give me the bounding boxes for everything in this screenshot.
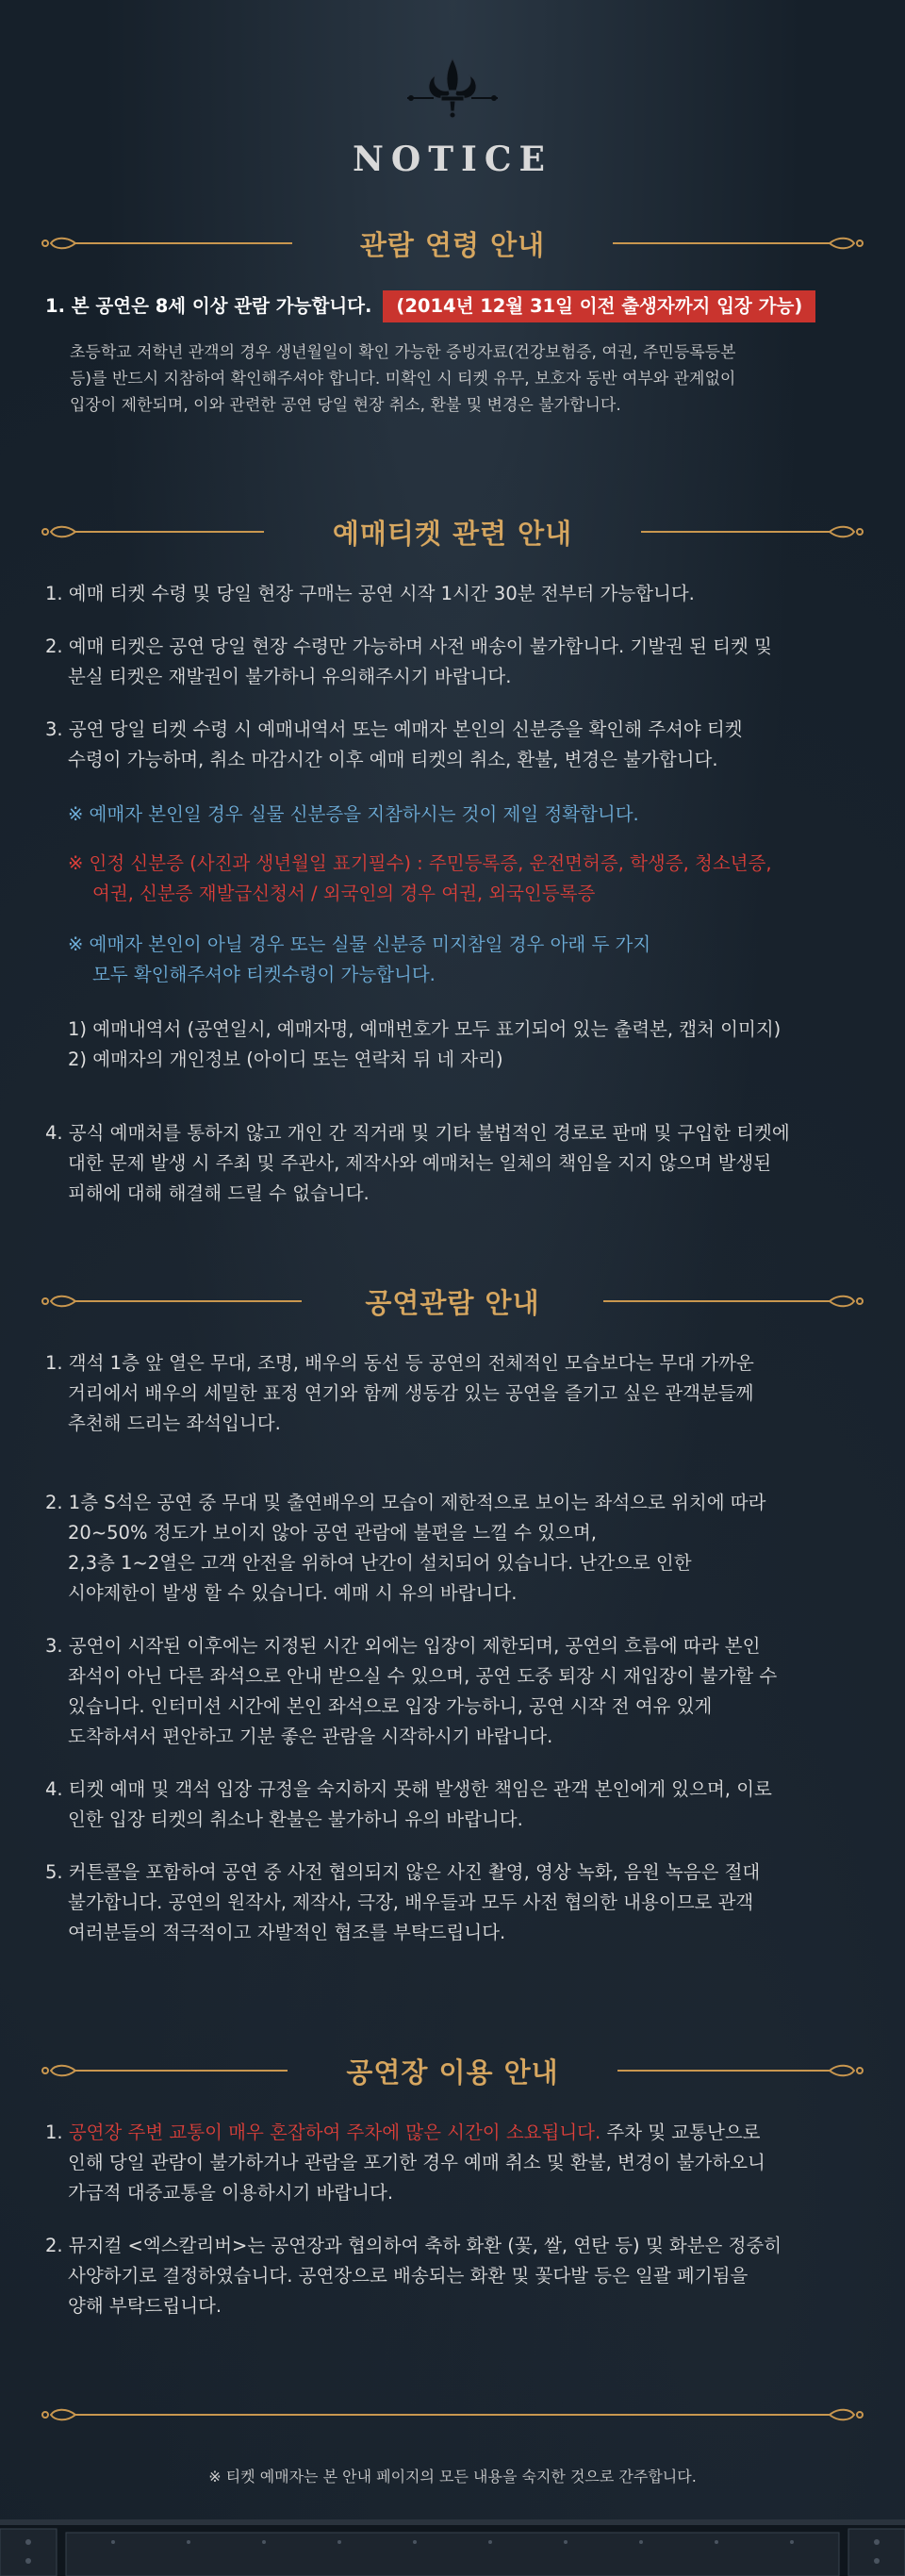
section-title-age: 관람 연령 안내 <box>359 229 546 261</box>
ticket-item-2-line-1: 2. 예매 티켓은 공연 당일 현장 수령만 가능하며 사전 배송이 불가합니다. 기발권 된 티켓 및 <box>45 636 772 657</box>
fleur-de-lis-icon <box>405 55 500 121</box>
venue-item-2-line-2: 사양하기로 결정하였습니다. 공연장으로 배송되는 화환 및 꽃다발 등은 일괄 폐기됨을 <box>68 2265 749 2287</box>
viewing-item-4-line-2: 인한 입장 티켓의 취소나 환불은 불가하니 유의 바랍니다. <box>68 1808 523 1830</box>
ticket-list-item-2: 2) 예매자의 개인정보 (아이디 또는 연락처 뒤 네 자리) <box>68 1049 503 1070</box>
section-body-venue <box>45 2118 865 2344</box>
viewing-item-3-line-3: 있습니다. 인터미션 시간에 본인 좌석으로 입장 가능하니, 공연 시작 전 여유 있게 <box>68 1695 713 1717</box>
section-title-viewing: 공연관람 안내 <box>365 1287 540 1319</box>
ticket-item-3-line-2: 수령이 가능하며, 취소 마감시간 이후 예매 티켓의 취소, 환불, 변경은 불가합니다. <box>68 749 718 770</box>
bottom-frame-decoration <box>0 2519 905 2576</box>
viewing-item-2-line-4: 시야제한이 발생 할 수 있습니다. 예매 시 유의 바랍니다. <box>68 1582 518 1604</box>
ticket-note-3-line-1: ※ 예매자 본인이 아닐 경우 또는 실물 신분증 미지참일 경우 아래 두 가지 <box>68 933 651 955</box>
section-header-age <box>38 219 867 266</box>
ticket-note-1: ※ 예매자 본인일 경우 실물 신분증을 지참하시는 것이 제일 정확합니다. <box>68 803 639 825</box>
ticket-note-2-line-2: 여권, 신분증 재발급신청서 / 외국인의 경우 여권, 외국인등록증 <box>92 883 596 904</box>
ticket-item-1: 1. 예매 티켓 수령 및 당일 현장 구매는 공연 시작 1시간 30분 전부터 가능합니다. <box>45 583 695 604</box>
viewing-item-4-line-1: 4. 티켓 예매 및 객석 입장 규정을 숙지하지 못해 발생한 책임은 관객 본인에게 있으며, 이로 <box>45 1778 772 1800</box>
section-header-ticket <box>38 507 867 554</box>
viewing-item-5-line-1: 5. 커튼콜을 포함하여 공연 중 사전 협의되지 않은 사진 촬영, 영상 녹화, 음원 녹음은 절대 <box>45 1861 761 1883</box>
venue-item-1-line-3: 가급적 대중교통을 이용하시기 바랍니다. <box>68 2182 394 2204</box>
ticket-item-4-line-3: 피해에 대해 해결해 드릴 수 없습니다. <box>68 1182 370 1204</box>
bottom-ornament-divider-icon <box>38 2401 867 2429</box>
venue-item-1-line-2: 인해 당일 관람이 불가하거나 관람을 포기한 경우 예매 취소 및 환불, 변경이 불가하오니 <box>68 2152 765 2173</box>
age-detail-line-1: 초등학교 저학년 관객의 경우 생년월일이 확인 가능한 증빙자료(건강보험증, 여권, 주민등록등본 <box>70 343 736 362</box>
viewing-item-5-line-3: 여러분들의 적극적이고 자발적인 협조를 부탁드립니다. <box>68 1922 506 1943</box>
age-detail-line-2: 등)를 반드시 지참하여 확인해주셔야 합니다. 미확인 시 티켓 유무, 보호자 동반 여부와 관계없이 <box>70 370 736 388</box>
viewing-item-2-line-1: 2. 1층 S석은 공연 중 무대 및 출연배우의 모습이 제한적으로 보이는 좌석으로 위치에 따라 <box>45 1492 766 1513</box>
viewing-item-1-line-2: 거리에서 배우의 세밀한 표정 연기와 함께 생동감 있는 공연을 즐기고 싶은 관객분들께 <box>68 1382 754 1404</box>
viewing-item-2-line-2: 20~50% 정도가 보이지 않아 공연 관람에 불편을 느낄 수 있으며, <box>68 1522 597 1544</box>
ticket-item-3-line-1: 3. 공연 당일 티켓 수령 시 예매내역서 또는 예매자 본인의 신분증을 확인해 주셔야 티켓 <box>45 718 743 740</box>
section-header-viewing <box>38 1277 867 1324</box>
viewing-item-1-line-1: 1. 객석 1층 앞 열은 무대, 조명, 배우의 동선 등 공연의 전체적인 모습보다는 무대 가까운 <box>45 1352 754 1374</box>
venue-item-1-rest: 주차 및 교통난으로 <box>601 2122 761 2143</box>
venue-item-1-warning: 공연장 주변 교통이 매우 혼잡하여 주차에 많은 시간이 소요됩니다. <box>68 2122 601 2143</box>
section-header-venue <box>38 2046 867 2093</box>
section-body-viewing <box>45 1348 865 2008</box>
page-title: NOTICE <box>353 140 552 179</box>
venue-item-2-line-3: 양해 부탁드립니다. <box>68 2295 222 2317</box>
viewing-item-3-line-1: 3. 공연이 시작된 이후에는 지정된 시간 외에는 입장이 제한되며, 공연의 흐름에 따라 본인 <box>45 1635 761 1657</box>
ticket-item-4-line-2: 대한 문제 발생 시 주최 및 주관사, 제작사와 예매처는 일체의 책임을 지지 않으며 발생된 <box>68 1152 772 1174</box>
viewing-item-3-line-4: 도착하셔서 편안하고 기분 좋은 관람을 시작하시기 바랍니다. <box>68 1726 553 1747</box>
header <box>0 0 905 189</box>
viewing-item-5-line-2: 불가합니다. 공연의 원작사, 제작사, 극장, 배우들과 모두 사전 협의한 내용이므로 관객 <box>68 1891 754 1913</box>
viewing-item-1-line-3: 추천해 드리는 좌석입니다. <box>68 1412 281 1434</box>
viewing-item-3-line-2: 좌석이 아닌 다른 좌석으로 안내 받으실 수 있으며, 공연 도중 퇴장 시 재입장이 불가할 수 <box>68 1665 778 1687</box>
ticket-list-item-1: 1) 예매내역서 (공연일시, 예매자명, 예매번호가 모두 표기되어 있는 출력본, 캡처 이미지) <box>68 1018 782 1040</box>
ticket-note-3-line-2: 모두 확인해주셔야 티켓수령이 가능합니다. <box>92 964 436 985</box>
age-detail-line-3: 입장이 제한되며, 이와 관련한 공연 당일 현장 취소, 환불 및 변경은 불가합니다. <box>70 396 621 415</box>
section-body-ticket <box>45 579 865 1239</box>
section-title-venue: 공연장 이용 안내 <box>346 2056 559 2089</box>
viewing-item-2-line-3: 2,3층 1~2열은 고객 안전을 위하여 난간이 설치되어 있습니다. 난간으로 인한 <box>68 1552 692 1574</box>
venue-item-2-line-1: 2. 뮤지컬 <엑스칼리버>는 공연장과 협의하여 축하 화환 (꽃, 쌀, 연탄 등) 및 화분은 정중히 <box>45 2235 782 2256</box>
ticket-item-4-line-1: 4. 공식 예매처를 통하지 않고 개인 간 직거래 및 기타 불법적인 경로로 판매 및 구입한 티켓에 <box>45 1122 790 1144</box>
age-highlight-badge: (2014년 12월 31일 이전 출생자까지 입장 가능) <box>383 290 815 322</box>
venue-item-1-number: 1. <box>45 2122 63 2143</box>
ticket-item-2-line-2: 분실 티켓은 재발권이 불가하니 유의해주시기 바랍니다. <box>68 666 512 687</box>
ticket-note-2-line-1: ※ 인정 신분증 (사진과 생년월일 표기필수) : 주민등록증, 운전면허증, 학생증, 청소년증, <box>68 852 772 874</box>
venue-item-1-line-1 <box>45 2118 865 2148</box>
footer-note: ※ 티켓 예매자는 본 안내 페이지의 모든 내용을 숙지한 것으로 간주합니다. <box>208 2468 697 2485</box>
section-title-ticket: 예매티켓 관련 안내 <box>332 518 573 550</box>
age-item-1: 1. 본 공연은 8세 이상 관람 가능합니다. <box>45 295 372 317</box>
